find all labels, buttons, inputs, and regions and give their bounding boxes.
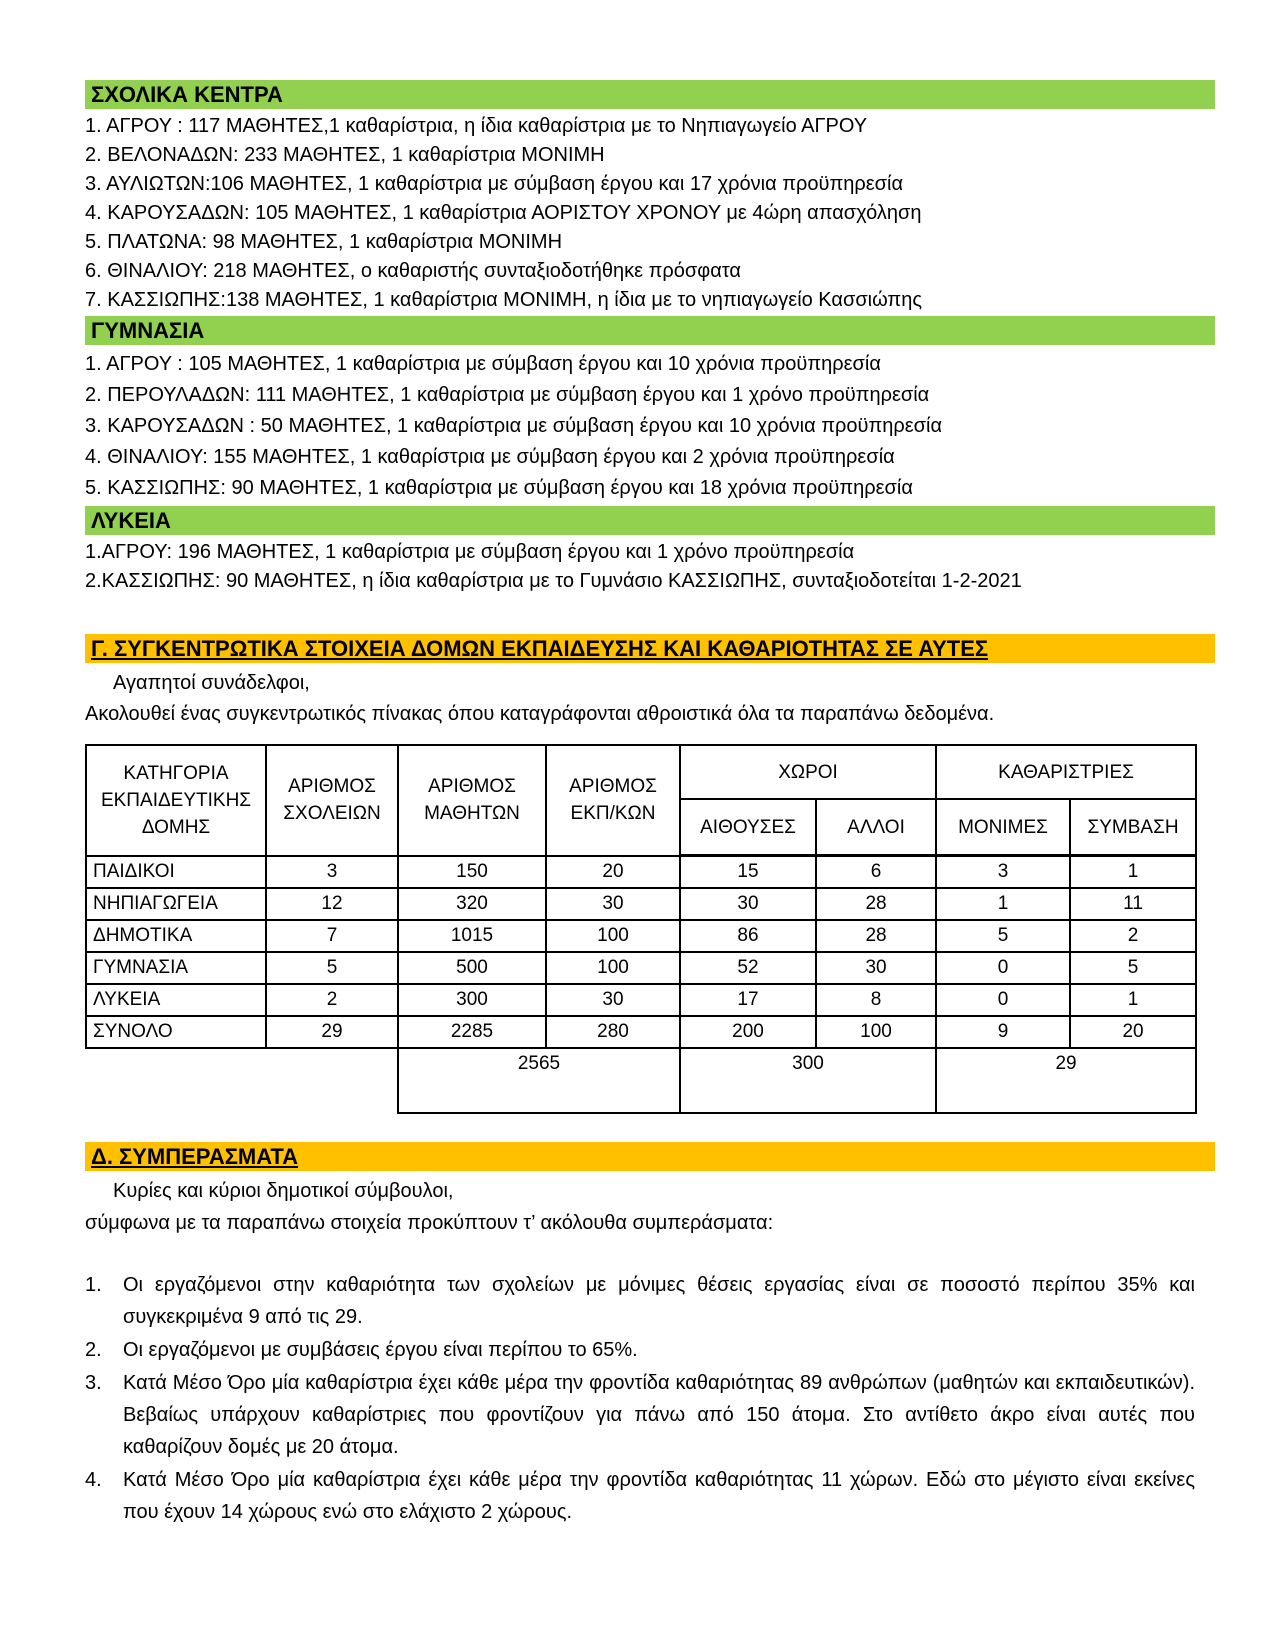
summary-greeting: Αγαπητοί συνάδελφοι, [113,672,310,694]
conclusion-item [85,1367,1195,1463]
conclusion-text: Κατά Μέσο Όρο μία καθαρίστρια έχει κάθε μέρα την φροντίδα καθαριότητας 11 χώρων. Εδώ στο μέγιστο είναι εκείνες που έχουν 14 χώρους ενώ στο ελάχιστο 2 χώρους. [123,1469,1195,1523]
conclusion-number: 1. [85,1274,102,1296]
row-value-cell: 1 [1070,856,1196,889]
conclusions-greeting: Κυρίες και κύριοι δημοτικοί σύμβουλοι, [113,1180,454,1202]
list-item: 2.ΚΑΣΣΙΩΠΗΣ: 90 ΜΑΘΗΤΕΣ, η ίδια καθαρίστρια με το Γυμνάσιο ΚΑΣΣΙΩΠΗΣ, συνταξιοδοτείται 1-2-2021 [85,570,1022,592]
row-value-cell: 8 [816,984,936,1016]
section-title: Γ. ΣΥΓΚΕΝΤΡΩΤΙΚΑ ΣΤΟΙΧΕΙΑ ΔΟΜΩΝ ΕΚΠΑΙΔΕΥΣΗΣ ΚΑΙ ΚΑΘΑΡΙΟΤΗΤΑΣ ΣΕ ΑΥΤΕΣ [91,636,989,661]
row-category-cell: ΝΗΠΙΑΓΩΓΕΙΑ [86,888,266,920]
table-row [86,888,1196,920]
row-value-cell: 2 [1070,920,1196,952]
row-value-cell: 30 [546,888,680,920]
row-value-cell: 3 [936,856,1070,889]
list-item: 1. ΑΓΡΟΥ : 117 ΜΑΘΗΤΕΣ,1 καθαρίστρια, η ίδια καθαρίστρια με το Νηπιαγωγείο ΑΓΡΟΥ [85,115,868,137]
list-item: 4. ΘΙΝΑΛΙΟΥ: 155 ΜΑΘΗΤΕΣ, 1 καθαρίστρια με σύμβαση έργου και 2 χρόνια προϋπηρεσία [85,446,895,468]
totals-students-teachers: 2565 [398,1048,680,1113]
row-value-cell: 200 [680,1016,816,1048]
row-value-cell: 150 [398,856,546,889]
row-value-cell: 6 [816,856,936,889]
row-value-cell: 28 [816,920,936,952]
row-value-cell: 1 [936,888,1070,920]
row-value-cell: 29 [266,1016,398,1048]
row-value-cell: 1015 [398,920,546,952]
table-row [86,1016,1196,1048]
list-item: 1.ΑΓΡΟΥ: 196 ΜΑΘΗΤΕΣ, 1 καθαρίστρια με σύμβαση έργου και 1 χρόνο προϋπηρεσία [85,541,855,563]
row-category-cell: ΠΑΙΔΙΚΟΙ [86,856,266,889]
list-item: 3. ΑΥΛΙΩΤΩΝ:106 ΜΑΘΗΤΕΣ, 1 καθαρίστρια με σύμβαση έργου και 17 χρόνια προϋπηρεσία [85,173,904,195]
row-value-cell: 100 [816,1016,936,1048]
list-item: 7. ΚΑΣΣΙΩΠΗΣ:138 ΜΑΘΗΤΕΣ, 1 καθαρίστρια ΜΟΝΙΜΗ, η ίδια με το νηπιαγωγείο Κασσιώπης [85,289,922,311]
row-value-cell: 7 [266,920,398,952]
row-value-cell: 2 [266,984,398,1016]
col-header-students: ΑΡΙΘΜΟΣ ΜΑΘΗΤΩΝ [398,745,546,856]
row-category-cell: ΣΥΝΟΛΟ [86,1016,266,1048]
list-item: 5. ΚΑΣΣΙΩΠΗΣ: 90 ΜΑΘΗΤΕΣ, 1 καθαρίστρια με σύμβαση έργου και 18 χρόνια προϋπηρεσία [85,477,913,499]
list-item: 5. ΠΛΑΤΩΝΑ: 98 ΜΑΘΗΤΕΣ, 1 καθαρίστρια ΜΟΝΙΜΗ [85,231,563,253]
row-category-cell: ΛΥΚΕΙΑ [86,984,266,1016]
row-value-cell: 20 [546,856,680,889]
conclusion-item [85,1269,1195,1333]
row-value-cell: 12 [266,888,398,920]
list-item: 2. ΒΕΛΟΝΑΔΩΝ: 233 ΜΑΘΗΤΕΣ, 1 καθαρίστρια ΜΟΝΙΜΗ [85,144,605,166]
row-category-cell: ΔΗΜΟΤΙΚΑ [86,920,266,952]
summary-intro: Ακολουθεί ένας συγκεντρωτικός πίνακας όπου καταγράφονται αθροιστικά όλα τα παραπάνω δεδομένα. [85,703,995,725]
row-value-cell: 1 [1070,984,1196,1016]
col-header-spaces: ΧΩΡΟΙ [680,745,936,799]
conclusions-list [85,1269,1215,1528]
row-value-cell: 280 [546,1016,680,1048]
col-header-permanent: ΜΟΝΙΜΕΣ [936,799,1070,856]
spacer [85,1114,1215,1142]
lykeia-list [85,538,1215,596]
list-item: 1. ΑΓΡΟΥ : 105 ΜΑΘΗΤΕΣ, 1 καθαρίστρια με σύμβαση έργου και 10 χρόνια προϋπηρεσία [85,353,881,375]
row-value-cell: 11 [1070,888,1196,920]
row-value-cell: 20 [1070,1016,1196,1048]
row-value-cell: 30 [816,952,936,984]
row-value-cell: 5 [266,952,398,984]
col-header-schools: ΑΡΙΘΜΟΣ ΣΧΟΛΕΙΩΝ [266,745,398,856]
row-value-cell: 17 [680,984,816,1016]
list-item: 3. ΚΑΡΟΥΣΑΔΩΝ : 50 ΜΑΘΗΤΕΣ, 1 καθαρίστρια με σύμβαση έργου και 10 χρόνια προϋπηρεσία [85,415,943,437]
conclusion-item [85,1334,1195,1366]
section-header-summary [85,634,1215,663]
section-header-lykeia [85,506,1215,535]
table-totals-row [86,1048,1196,1113]
section-title: ΛΥΚΕΙΑ [91,508,171,533]
row-value-cell: 300 [398,984,546,1016]
row-value-cell: 320 [398,888,546,920]
list-item: 6. ΘΙΝΑΛΙΟΥ: 218 ΜΑΘΗΤΕΣ, ο καθαριστής συνταξιοδοτήθηκε πρόσφατα [85,260,741,282]
section-title: ΓΥΜΝΑΣΙΑ [91,318,205,343]
row-value-cell: 30 [680,888,816,920]
row-value-cell: 9 [936,1016,1070,1048]
col-header-other-spaces: ΑΛΛΟΙ [816,799,936,856]
table-row [86,952,1196,984]
conclusion-item [85,1464,1195,1528]
conclusion-text: Οι εργαζόμενοι με συμβάσεις έργου είναι περίπου το 65%. [123,1339,638,1361]
table-row [86,984,1196,1016]
row-value-cell: 100 [546,952,680,984]
summary-table [85,744,1197,1114]
row-value-cell: 15 [680,856,816,889]
row-category-cell: ΓΥΜΝΑΣΙΑ [86,952,266,984]
conclusion-text: Κατά Μέσο Όρο μία καθαρίστρια έχει κάθε μέρα την φροντίδα καθαριότητας 89 ανθρώπων (μαθητών και εκπαιδευτικών). Βεβαίως υπάρχουν καθαρίστριες που φροντίζουν για πάνω από 150 άτομα. Στο αντίθετο άκρο είναι αυτές που καθαρίζουν δομές με 20 άτομα. [123,1372,1195,1458]
row-value-cell: 30 [546,984,680,1016]
totals-empty-cell [86,1048,398,1113]
totals-spaces: 300 [680,1048,936,1113]
row-value-cell: 28 [816,888,936,920]
col-header-classrooms: ΑΙΘΟΥΣΕΣ [680,799,816,856]
section-header-school-centers [85,80,1215,109]
conclusion-number: 2. [85,1339,102,1361]
row-value-cell: 5 [936,920,1070,952]
table-row [86,856,1196,889]
conclusion-number: 3. [85,1372,102,1394]
school-centers-list [85,112,1215,315]
section-header-gymnasia [85,316,1215,345]
row-value-cell: 0 [936,984,1070,1016]
document-content [85,80,1215,1528]
conclusion-number: 4. [85,1469,102,1491]
row-value-cell: 86 [680,920,816,952]
col-header-cleaners: ΚΑΘΑΡΙΣΤΡΙΕΣ [936,745,1196,799]
col-header-contract: ΣΥΜΒΑΣΗ [1070,799,1196,856]
row-value-cell: 2285 [398,1016,546,1048]
table-header-row-1 [86,745,1196,799]
section-header-conclusions [85,1142,1215,1171]
row-value-cell: 0 [936,952,1070,984]
row-value-cell: 5 [1070,952,1196,984]
spacer [85,596,1215,634]
list-item: 4. ΚΑΡΟΥΣΑΔΩΝ: 105 ΜΑΘΗΤΕΣ, 1 καθαρίστρια ΑΟΡΙΣΤΟΥ ΧΡΟΝΟΥ με 4ώρη απασχόληση [85,202,922,224]
col-header-category: ΚΑΤΗΓΟΡΙΑ ΕΚΠΑΙΔΕΥΤΙΚΗΣ ΔΟΜΗΣ [86,745,266,856]
totals-cleaners: 29 [936,1048,1196,1113]
section-title: Δ. ΣΥΜΠΕΡΑΣΜΑΤΑ [91,1144,299,1169]
conclusions-intro: σύμφωνα με τα παραπάνω στοιχεία προκύπτουν τ’ ακόλουθα συμπεράσματα: [85,1212,774,1234]
section-title: ΣΧΟΛΙΚΑ ΚΕΝΤΡΑ [91,82,283,107]
row-value-cell: 3 [266,856,398,889]
table-row [86,920,1196,952]
row-value-cell: 52 [680,952,816,984]
row-value-cell: 100 [546,920,680,952]
spacer [85,1239,1215,1269]
conclusion-text: Οι εργαζόμενοι στην καθαριότητα των σχολείων με μόνιμες θέσεις εργασίας είναι σε ποσοστό περίπου 35% και συγκεκριμένα 9 από τις 29. [123,1274,1195,1328]
col-header-teachers: ΑΡΙΘΜΟΣ ΕΚΠ/ΚΩΝ [546,745,680,856]
gymnasia-list [85,349,1215,504]
list-item: 2. ΠΕΡΟΥΛΑΔΩΝ: 111 ΜΑΘΗΤΕΣ, 1 καθαρίστρια με σύμβαση έργου και 1 χρόνο προϋπηρεσία [85,384,930,406]
row-value-cell: 500 [398,952,546,984]
